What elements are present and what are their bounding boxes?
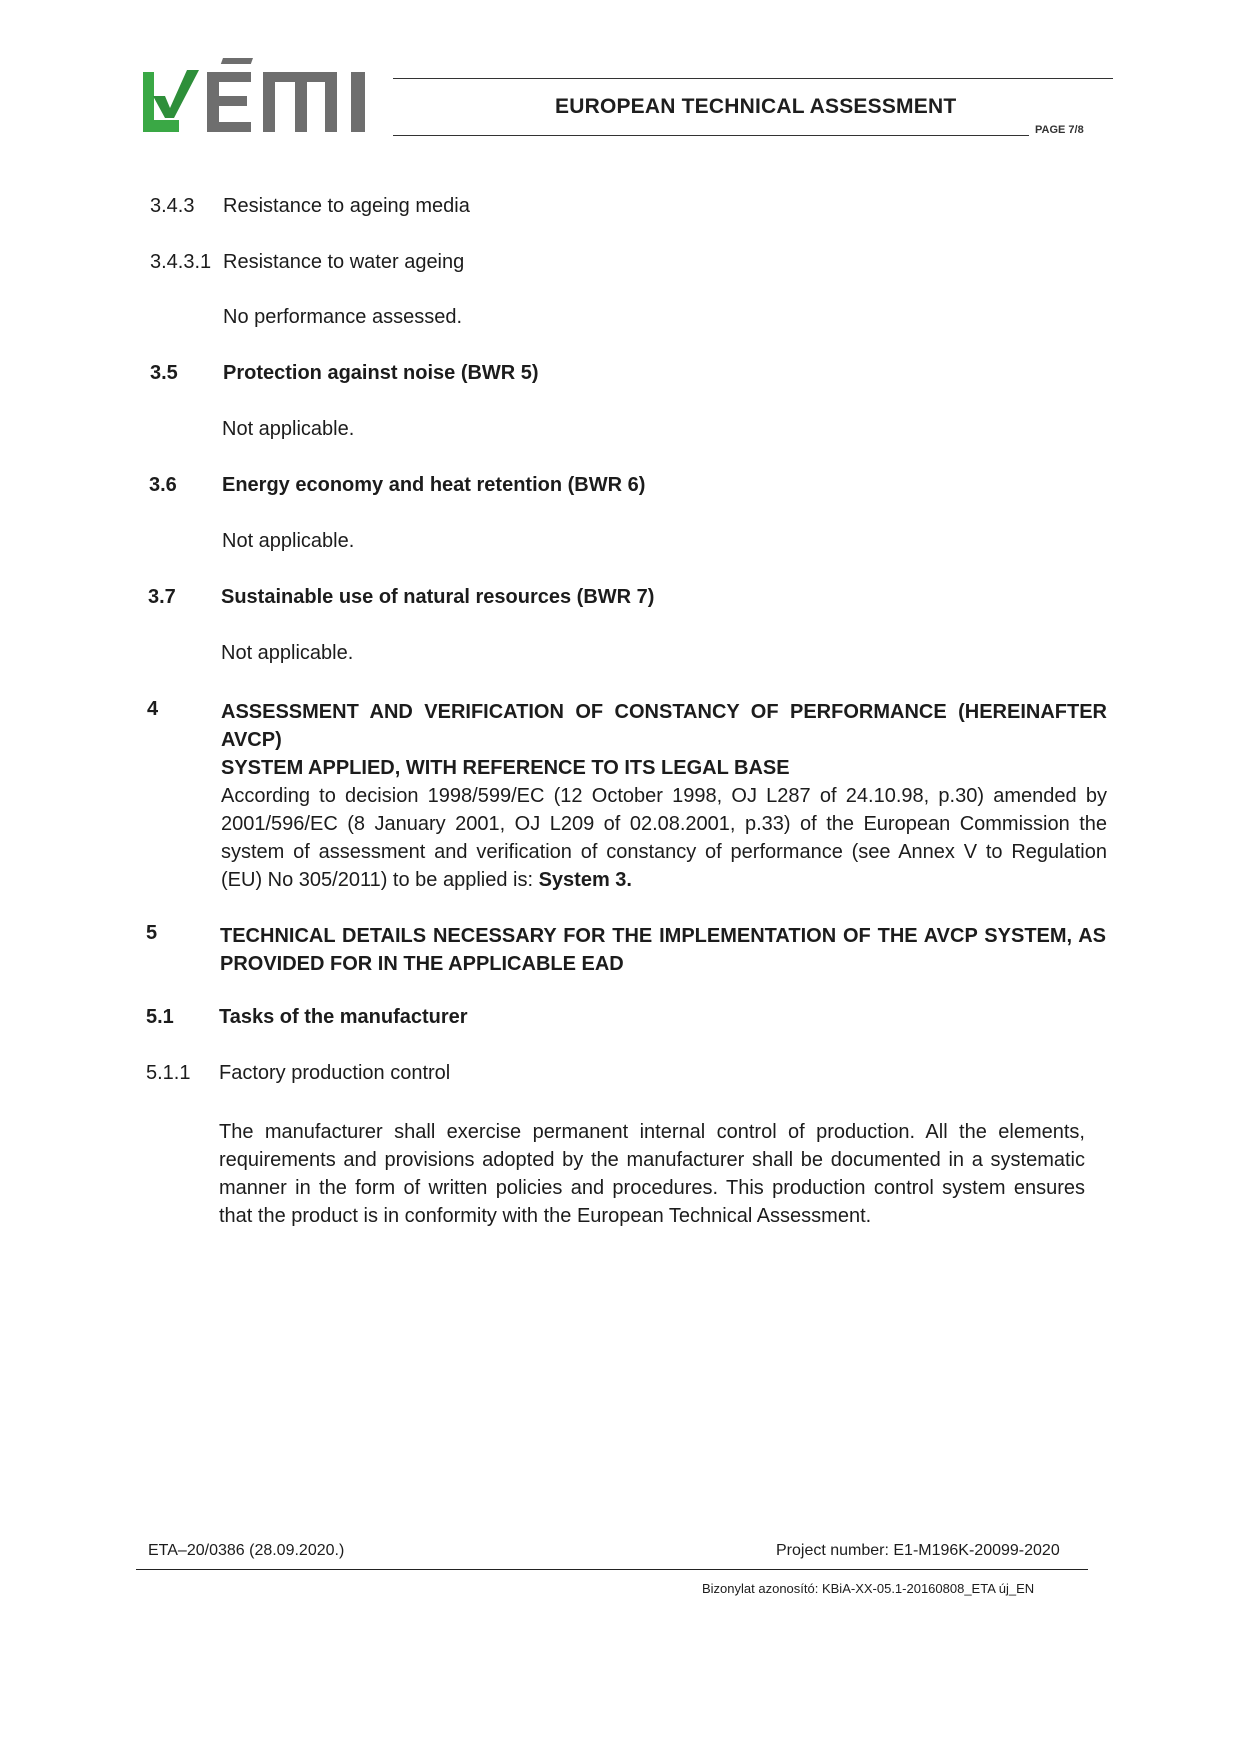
section-number: 5: [146, 922, 158, 944]
footer-rule: [136, 1569, 1088, 1570]
section-heading: [220, 922, 1106, 978]
section-heading: Resistance to ageing media: [223, 195, 470, 217]
document-title: EUROPEAN TECHNICAL ASSESSMENT: [555, 95, 957, 118]
section-heading: [221, 698, 1107, 782]
section-number: 3.7: [148, 586, 176, 608]
header-rule-top: [393, 78, 1113, 79]
heading-line: TECHNICAL DETAILS NECESSARY FOR THE IMPLEMENTATION OF THE AVCP SYSTEM, AS: [220, 925, 1106, 947]
body-text-bold: System 3.: [538, 869, 632, 891]
section-number: 3.5: [150, 362, 178, 384]
footer-project-number: Project number: E1-M196K-20099-2020: [776, 1542, 1060, 1559]
section-number: 5.1.1: [146, 1062, 191, 1084]
header-rule-bottom: [393, 135, 1029, 136]
section-heading: Factory production control: [219, 1062, 451, 1084]
section-body: No performance assessed.: [223, 306, 463, 328]
body-text: According to decision 1998/599/EC (12 October 1998, OJ L287 of 24.10.98, p.30) amended by 2001/596/EC (8 January 2001, OJ L209 of 02.08.2001, p.33) of the European Commission the system of assessment and verification of constancy of performance (see Annex V to Regulation (EU) No 305/2011) to be applied is:: [221, 785, 1107, 891]
section-number: 3.4.3: [150, 195, 195, 217]
logo-accent: [221, 58, 253, 64]
section-body: [221, 782, 1107, 894]
section-heading: Sustainable use of natural resources (BWR 7): [221, 586, 655, 608]
section-body: The manufacturer shall exercise permanent internal control of production. All the elements, requirements and provisions adopted by the manufacturer shall be documented in a systematic manner in the form of written policies and procedures. This production control system ensures that the product is in conformity with the European Technical Assessment.: [219, 1121, 1085, 1227]
logo-green-base: [143, 120, 179, 132]
section-number: 5.1: [146, 1006, 174, 1028]
logo-check: [153, 70, 199, 118]
section-number: 3.6: [149, 474, 177, 496]
page-number: PAGE 7/8: [1035, 124, 1084, 136]
section-heading: Tasks of the manufacturer: [219, 1006, 468, 1028]
section-body: Not applicable.: [222, 530, 355, 552]
section-number: 3.4.3.1: [150, 251, 212, 273]
section-heading: Protection against noise (BWR 5): [223, 362, 539, 384]
heading-line: PROVIDED FOR IN THE APPLICABLE EAD: [220, 953, 624, 975]
section-heading: Resistance to water ageing: [223, 251, 465, 273]
section-heading: Energy economy and heat retention (BWR 6): [222, 474, 646, 496]
section-body: Not applicable.: [221, 642, 354, 664]
footer-document-id: Bizonylat azonosító: KBiA-XX-05.1-20160808_ETA új_EN: [702, 1581, 1035, 1596]
footer-eta: ETA–20/0386 (28.09.2020.): [148, 1542, 345, 1559]
emi-logo: [143, 58, 375, 140]
section-body: Not applicable.: [222, 418, 355, 440]
section-number: 4: [147, 698, 159, 720]
heading-line: SYSTEM APPLIED, WITH REFERENCE TO ITS LEGAL BASE: [221, 757, 790, 779]
heading-line: ASSESSMENT AND VERIFICATION OF CONSTANCY OF PERFORMANCE (HEREINAFTER AVCP): [221, 701, 1107, 751]
